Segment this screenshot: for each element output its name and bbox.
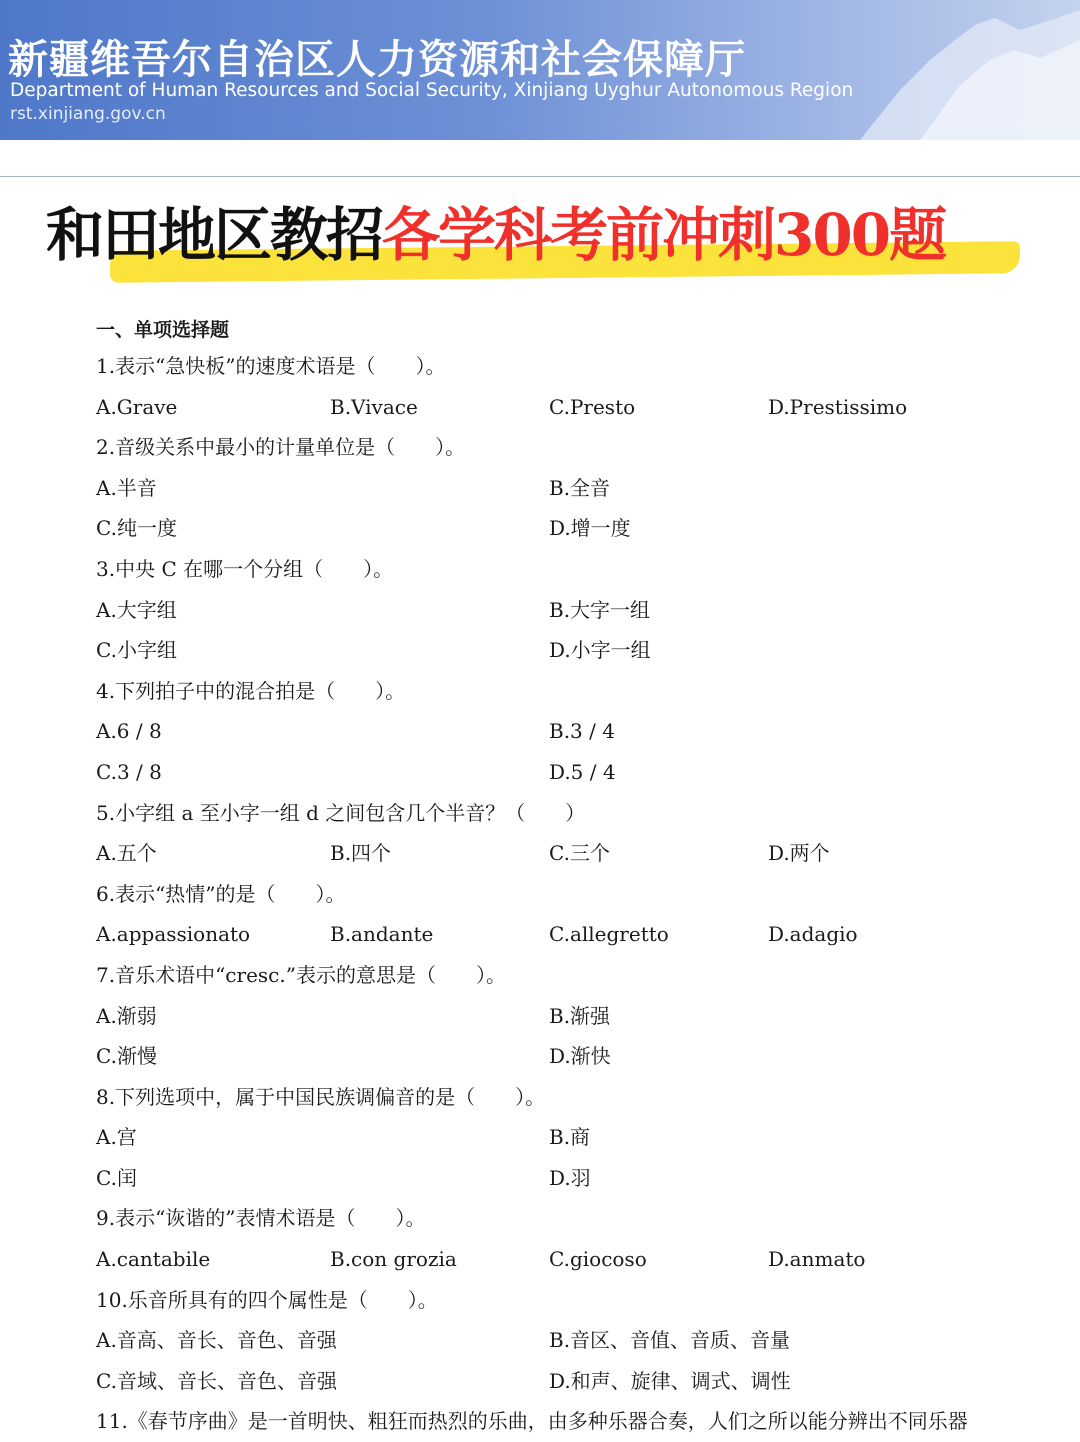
- options-row: [96, 833, 1056, 874]
- option-d: D.和声、旋律、调式、调性: [549, 1368, 791, 1393]
- option-a: A.渐弱: [96, 1003, 157, 1028]
- header-banner: [0, 0, 1080, 140]
- title-part-red: 各学科考前冲刺300题: [382, 201, 946, 269]
- options-row: [96, 1158, 1056, 1199]
- option-b: B.con grozia: [330, 1247, 457, 1272]
- option-a: A.appassionato: [96, 922, 251, 947]
- title-block: [0, 190, 1080, 290]
- option-b: B.全音: [549, 475, 611, 500]
- question-11: 11.《春节序曲》是一首明快、粗狂而热烈的乐曲，由多种乐器合奏，人们之所以能分辨出不同乐器: [96, 1409, 968, 1434]
- agency-url[interactable]: rst.xinjiang.gov.cn: [10, 104, 166, 124]
- section-heading: 一、单项选择题: [96, 319, 230, 341]
- option-c: C.giocoso: [549, 1247, 647, 1272]
- options-row: [96, 914, 1056, 955]
- option-a: A.宫: [96, 1125, 137, 1150]
- options-row: [96, 508, 1056, 549]
- title-part-black: 和田地区教招: [46, 201, 383, 269]
- option-b: B.大字一组: [549, 597, 651, 622]
- question-1: 1.表示“急快板”的速度术语是（ ）。: [96, 354, 446, 378]
- option-d: D.小字一组: [549, 638, 651, 663]
- option-a: A.半音: [96, 475, 157, 500]
- option-b: B.andante: [330, 922, 434, 947]
- option-b: B.四个: [330, 841, 392, 866]
- option-c: C.音域、音长、音色、音强: [96, 1368, 337, 1393]
- option-a: A.大字组: [96, 597, 177, 622]
- options-row: [96, 752, 1056, 793]
- option-b: B.音区、音值、音质、音量: [549, 1328, 791, 1353]
- option-c: C.闰: [96, 1165, 137, 1190]
- option-c: C.纯一度: [96, 516, 177, 541]
- option-b: B.3 / 4: [549, 719, 615, 744]
- option-d: D.Prestissimo: [768, 394, 908, 419]
- option-a: A.6 / 8: [96, 719, 162, 744]
- question-4: 4.下列拍子中的混合拍是（ ）。: [96, 678, 406, 703]
- options-row: [96, 468, 1056, 509]
- agency-name-en: Department of Human Resources and Social Security, Xinjiang Uyghur Autonomous Region: [10, 80, 854, 101]
- agency-name-cn: 新疆维吾尔自治区人力资源和社会保障厅: [8, 37, 746, 83]
- option-d: D.增一度: [549, 516, 631, 541]
- options-row: [96, 1361, 1056, 1402]
- options-row: [96, 1036, 1056, 1077]
- question-5: 5.小字组 a 至小字一组 d 之间包含几个半音？（ ）: [96, 800, 586, 825]
- option-d: D.渐快: [549, 1044, 611, 1069]
- page-title: [46, 200, 945, 270]
- option-a: A.五个: [96, 841, 157, 866]
- option-a: A.cantabile: [96, 1247, 211, 1272]
- question-list: [96, 314, 1056, 1442]
- question-3: 3.中央 C 在哪一个分组（ ）。: [96, 556, 394, 581]
- option-c: C.小字组: [96, 638, 177, 663]
- option-a: A.Grave: [96, 394, 178, 419]
- option-b: B.Vivace: [330, 394, 418, 419]
- option-d: D.anmato: [768, 1247, 866, 1272]
- option-b: B.渐强: [549, 1003, 611, 1028]
- option-c: C.Presto: [549, 394, 636, 419]
- options-row: [96, 1320, 1056, 1361]
- option-c: C.三个: [549, 841, 610, 866]
- options-row: [96, 1117, 1056, 1158]
- options-row: [96, 590, 1056, 631]
- option-c: C.3 / 8: [96, 759, 162, 784]
- option-d: D.两个: [768, 841, 830, 866]
- mountain-graphic: [860, 0, 1080, 140]
- option-a: A.音高、音长、音色、音强: [96, 1328, 337, 1353]
- option-c: C.渐慢: [96, 1044, 157, 1069]
- question-10: 10.乐音所具有的四个属性是（ ）。: [96, 1287, 438, 1312]
- options-row: [96, 996, 1056, 1037]
- question-9: 9.表示“诙谐的”表情术语是（ ）。: [96, 1206, 426, 1231]
- option-b: B.商: [549, 1125, 591, 1150]
- question-8: 8.下列选项中，属于中国民族调偏音的是（ ）。: [96, 1084, 546, 1109]
- option-c: C.allegretto: [549, 922, 669, 947]
- options-row: [96, 711, 1056, 752]
- option-d: D.羽: [549, 1165, 591, 1190]
- question-6: 6.表示“热情”的是（ ）。: [96, 881, 346, 906]
- question-7: 7.音乐术语中“cresc.”表示的意思是（ ）。: [96, 962, 506, 987]
- options-row: [96, 1239, 1056, 1280]
- question-2: 2.音级关系中最小的计量单位是（ ）。: [96, 435, 466, 460]
- options-row: [96, 630, 1056, 671]
- option-d: D.5 / 4: [549, 759, 616, 784]
- option-d: D.adagio: [768, 922, 858, 947]
- divider: [0, 176, 1080, 177]
- options-row: [96, 387, 1056, 428]
